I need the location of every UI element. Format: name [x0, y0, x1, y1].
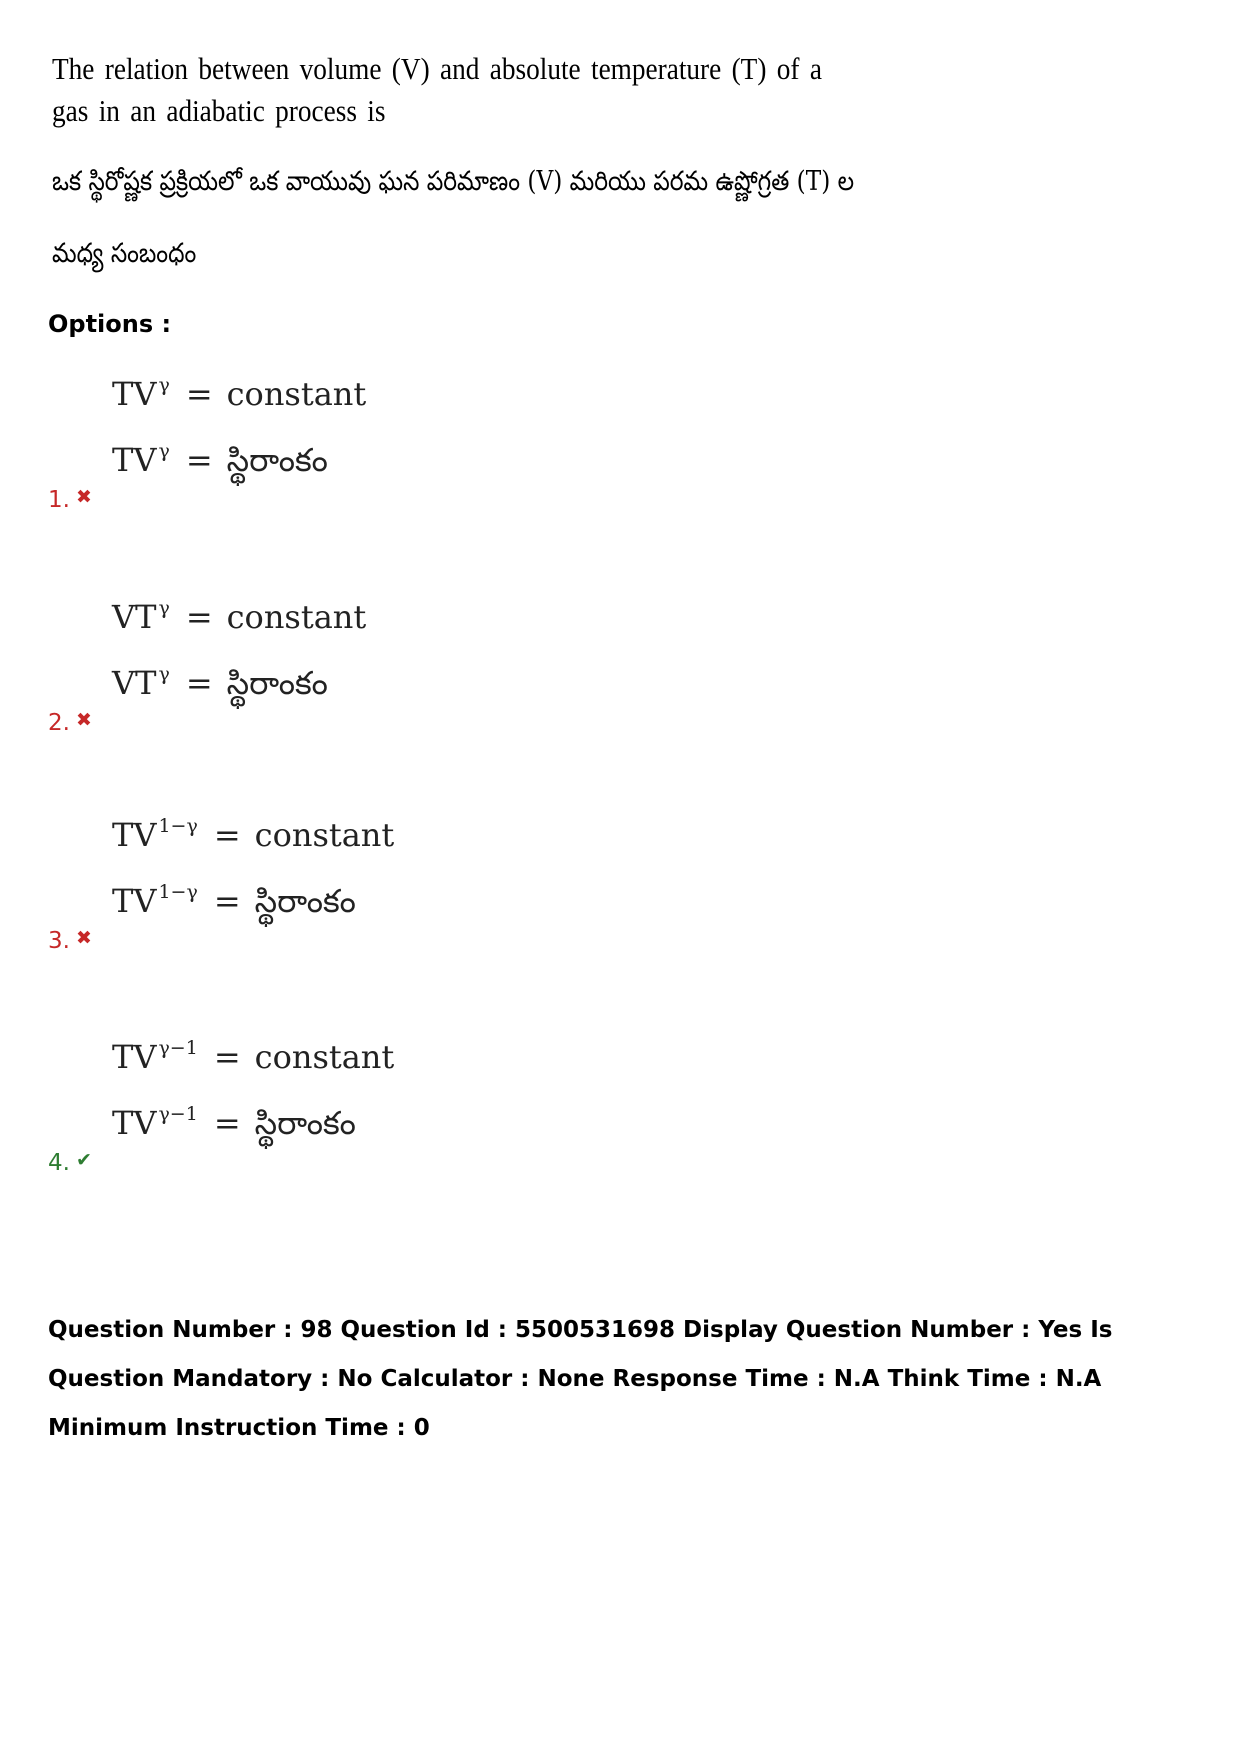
option-2-number: 2. ✖ — [48, 709, 92, 736]
option-4-telugu-equation — [112, 1104, 356, 1150]
option-1-exponent: γ — [158, 440, 170, 462]
option-3-rhs-english: constant — [254, 816, 395, 854]
option-2-exponent: γ — [158, 597, 170, 619]
option-3-telugu-equation — [112, 882, 356, 928]
option-1-exponent: γ — [158, 374, 170, 396]
option-4-english-equation — [112, 1038, 394, 1076]
options-label: Options : — [48, 310, 172, 338]
option-2-english-equation — [112, 598, 366, 636]
option-3-number: 3. ✖ — [48, 927, 92, 954]
option-2-telugu-equation — [112, 664, 328, 710]
option-4-base: TV — [112, 1104, 157, 1142]
option-1-base: TV — [112, 375, 157, 413]
equals-sign: = — [185, 375, 213, 413]
question-text-telugu-line2: మధ్య సంబంధం — [52, 238, 197, 269]
option-2-rhs-telugu: స్థిరాంకం — [226, 664, 328, 702]
equals-sign: = — [185, 598, 213, 636]
option-3-exponent: 1−γ — [158, 815, 198, 837]
option-3-english-equation — [112, 816, 394, 854]
option-1-rhs-telugu: స్థిరాంకం — [226, 441, 328, 479]
option-3-exponent: 1−γ — [158, 881, 198, 903]
option-1 — [0, 375, 1240, 535]
option-3 — [0, 816, 1240, 976]
option-1-base: TV — [112, 441, 157, 479]
option-2-rhs-english: constant — [226, 598, 367, 636]
question-text-english: The relation between volume (V) and absolute temperature (T) of a gas in an adiabatic process is — [52, 51, 822, 128]
equals-sign: = — [213, 1038, 241, 1076]
option-2-exponent: γ — [158, 663, 170, 685]
question-metadata: Question Number : 98 Question Id : 5500531698 Display Question Number : Yes Is Question Mandatory : No Calculator : None Response Time : N.A Think Time : N.A Minimum Instruction Time : 0 — [48, 1317, 1113, 1441]
question-text-telugu-line1: ఒక స్థిరోష్ణక ప్రక్రియలో ఒక వాయువు ఘన పరిమాణం (V) మరియు పరమ ఉష్ణోగ్రత (T) ల — [52, 166, 855, 197]
equals-sign: = — [185, 664, 213, 702]
equals-sign: = — [213, 816, 241, 854]
option-4-base: TV — [112, 1038, 157, 1076]
equals-sign: = — [213, 1104, 241, 1142]
option-4-exponent: γ−1 — [158, 1037, 198, 1059]
equals-sign: = — [185, 441, 213, 479]
option-1-number: 1. ✖ — [48, 486, 92, 513]
option-4 — [0, 1038, 1240, 1198]
option-2-base: VT — [112, 598, 157, 636]
option-3-base: TV — [112, 882, 157, 920]
cross-icon: ✖ — [75, 709, 92, 731]
option-2-base: VT — [112, 664, 157, 702]
option-1-english-equation — [112, 375, 366, 413]
option-4-number: 4. ✔ — [48, 1149, 92, 1176]
cross-icon: ✖ — [75, 486, 92, 508]
option-3-rhs-telugu: స్థిరాంకం — [254, 882, 356, 920]
option-1-telugu-equation — [112, 441, 328, 487]
option-4-exponent: γ−1 — [158, 1103, 198, 1125]
option-1-rhs-english: constant — [226, 375, 367, 413]
option-4-rhs-english: constant — [254, 1038, 395, 1076]
equals-sign: = — [213, 882, 241, 920]
option-4-rhs-telugu: స్థిరాంకం — [254, 1104, 356, 1142]
option-2 — [0, 598, 1240, 758]
check-icon: ✔ — [75, 1149, 92, 1171]
option-3-base: TV — [112, 816, 157, 854]
cross-icon: ✖ — [75, 927, 92, 949]
